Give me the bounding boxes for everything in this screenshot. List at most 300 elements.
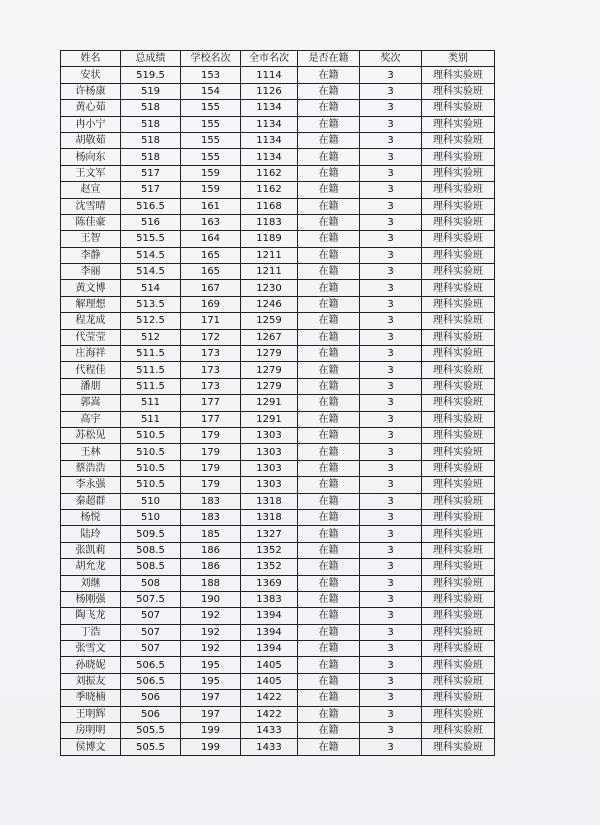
- cell-total-score: 510: [121, 509, 181, 525]
- cell-city-rank: 1405: [241, 657, 298, 673]
- cell-category: 理科实验班: [422, 608, 495, 624]
- cell-name: 郭嵩: [61, 395, 121, 411]
- cell-award-level: 3: [360, 214, 422, 230]
- table-row: [61, 411, 495, 427]
- cell-enrolled: 在籍: [298, 575, 360, 591]
- cell-total-score: 512: [121, 329, 181, 345]
- cell-enrolled: 在籍: [298, 723, 360, 739]
- cell-enrolled: 在籍: [298, 100, 360, 116]
- cell-award-level: 3: [360, 706, 422, 722]
- cell-name: 王明辉: [61, 706, 121, 722]
- cell-total-score: 511.5: [121, 378, 181, 394]
- cell-enrolled: 在籍: [298, 231, 360, 247]
- cell-award-level: 3: [360, 608, 422, 624]
- cell-enrolled: 在籍: [298, 362, 360, 378]
- cell-school-rank: 165: [181, 247, 241, 263]
- cell-enrolled: 在籍: [298, 313, 360, 329]
- cell-category: 理科实验班: [422, 690, 495, 706]
- table-row: [61, 182, 495, 198]
- cell-enrolled: 在籍: [298, 739, 360, 755]
- cell-school-rank: 188: [181, 575, 241, 591]
- cell-total-score: 511: [121, 395, 181, 411]
- cell-name: 张雪文: [61, 641, 121, 657]
- cell-enrolled: 在籍: [298, 591, 360, 607]
- cell-total-score: 505.5: [121, 723, 181, 739]
- cell-total-score: 507: [121, 624, 181, 640]
- cell-award-level: 3: [360, 329, 422, 345]
- cell-category: 理科实验班: [422, 116, 495, 132]
- cell-award-level: 3: [360, 657, 422, 673]
- cell-total-score: 510: [121, 493, 181, 509]
- cell-total-score: 506.5: [121, 673, 181, 689]
- cell-total-score: 507: [121, 641, 181, 657]
- cell-name: 安状: [61, 67, 121, 83]
- cell-school-rank: 154: [181, 83, 241, 99]
- table-row: [61, 296, 495, 312]
- table-row: [61, 608, 495, 624]
- cell-total-score: 514: [121, 280, 181, 296]
- cell-city-rank: 1134: [241, 100, 298, 116]
- cell-enrolled: 在籍: [298, 247, 360, 263]
- cell-name: 解理想: [61, 296, 121, 312]
- cell-name: 代莹莹: [61, 329, 121, 345]
- table-row: [61, 165, 495, 181]
- cell-enrolled: 在籍: [298, 624, 360, 640]
- cell-name: 潘朋: [61, 378, 121, 394]
- header-enrolled: 是否在籍: [298, 51, 360, 67]
- table-row: [61, 509, 495, 525]
- cell-category: 理科实验班: [422, 296, 495, 312]
- cell-name: 陶飞龙: [61, 608, 121, 624]
- cell-total-score: 511.5: [121, 346, 181, 362]
- cell-enrolled: 在籍: [298, 67, 360, 83]
- cell-name: 张凯莉: [61, 542, 121, 558]
- cell-school-rank: 195: [181, 657, 241, 673]
- table-row: [61, 460, 495, 476]
- cell-name: 杨向东: [61, 149, 121, 165]
- cell-award-level: 3: [360, 198, 422, 214]
- cell-category: 理科实验班: [422, 100, 495, 116]
- cell-award-level: 3: [360, 575, 422, 591]
- cell-enrolled: 在籍: [298, 165, 360, 181]
- cell-award-level: 3: [360, 526, 422, 542]
- cell-enrolled: 在籍: [298, 149, 360, 165]
- cell-award-level: 3: [360, 100, 422, 116]
- table-row: [61, 264, 495, 280]
- cell-city-rank: 1303: [241, 477, 298, 493]
- table-row: [61, 739, 495, 755]
- cell-name: 沈雪晴: [61, 198, 121, 214]
- cell-enrolled: 在籍: [298, 346, 360, 362]
- table-row: [61, 132, 495, 148]
- cell-enrolled: 在籍: [298, 477, 360, 493]
- cell-award-level: 3: [360, 624, 422, 640]
- cell-city-rank: 1267: [241, 329, 298, 345]
- cell-name: 许杨康: [61, 83, 121, 99]
- cell-city-rank: 1162: [241, 182, 298, 198]
- cell-award-level: 3: [360, 460, 422, 476]
- cell-total-score: 510.5: [121, 427, 181, 443]
- cell-name: 王林: [61, 444, 121, 460]
- table-row: [61, 346, 495, 362]
- table-row: [61, 198, 495, 214]
- cell-school-rank: 179: [181, 427, 241, 443]
- table-row: [61, 280, 495, 296]
- cell-name: 秦超群: [61, 493, 121, 509]
- cell-school-rank: 173: [181, 346, 241, 362]
- table-row: [61, 591, 495, 607]
- cell-category: 理科实验班: [422, 231, 495, 247]
- cell-name: 庄海祥: [61, 346, 121, 362]
- header-name: 姓名: [61, 51, 121, 67]
- table-row: [61, 690, 495, 706]
- cell-city-rank: 1162: [241, 165, 298, 181]
- table-header: [61, 51, 495, 67]
- cell-enrolled: 在籍: [298, 214, 360, 230]
- cell-school-rank: 173: [181, 378, 241, 394]
- cell-total-score: 518: [121, 132, 181, 148]
- cell-enrolled: 在籍: [298, 378, 360, 394]
- cell-category: 理科实验班: [422, 575, 495, 591]
- cell-award-level: 3: [360, 673, 422, 689]
- cell-category: 理科实验班: [422, 346, 495, 362]
- table-row: [61, 723, 495, 739]
- cell-city-rank: 1134: [241, 149, 298, 165]
- cell-city-rank: 1291: [241, 411, 298, 427]
- cell-category: 理科实验班: [422, 198, 495, 214]
- cell-name: 李静: [61, 247, 121, 263]
- cell-name: 王智: [61, 231, 121, 247]
- cell-award-level: 3: [360, 559, 422, 575]
- table-row: [61, 247, 495, 263]
- table-row: [61, 673, 495, 689]
- cell-total-score: 508: [121, 575, 181, 591]
- cell-city-rank: 1433: [241, 739, 298, 755]
- cell-enrolled: 在籍: [298, 641, 360, 657]
- cell-award-level: 3: [360, 83, 422, 99]
- cell-school-rank: 183: [181, 509, 241, 525]
- cell-city-rank: 1211: [241, 264, 298, 280]
- cell-award-level: 3: [360, 247, 422, 263]
- cell-city-rank: 1168: [241, 198, 298, 214]
- cell-category: 理科实验班: [422, 739, 495, 755]
- cell-enrolled: 在籍: [298, 329, 360, 345]
- cell-name: 刘继: [61, 575, 121, 591]
- cell-name: 房明明: [61, 723, 121, 739]
- cell-school-rank: 192: [181, 641, 241, 657]
- cell-city-rank: 1394: [241, 608, 298, 624]
- cell-total-score: 506: [121, 690, 181, 706]
- cell-category: 理科实验班: [422, 591, 495, 607]
- cell-category: 理科实验班: [422, 132, 495, 148]
- cell-name: 杨刚强: [61, 591, 121, 607]
- cell-total-score: 511: [121, 411, 181, 427]
- cell-city-rank: 1279: [241, 362, 298, 378]
- cell-city-rank: 1303: [241, 444, 298, 460]
- cell-total-score: 508.5: [121, 542, 181, 558]
- cell-city-rank: 1279: [241, 346, 298, 362]
- cell-award-level: 3: [360, 149, 422, 165]
- cell-category: 理科实验班: [422, 182, 495, 198]
- cell-award-level: 3: [360, 182, 422, 198]
- table-row: [61, 116, 495, 132]
- cell-name: 侯博文: [61, 739, 121, 755]
- cell-name: 李丽: [61, 264, 121, 280]
- cell-award-level: 3: [360, 493, 422, 509]
- cell-enrolled: 在籍: [298, 460, 360, 476]
- cell-city-rank: 1394: [241, 641, 298, 657]
- cell-award-level: 3: [360, 542, 422, 558]
- cell-enrolled: 在籍: [298, 526, 360, 542]
- table-row: [61, 493, 495, 509]
- table-row: [61, 641, 495, 657]
- cell-award-level: 3: [360, 591, 422, 607]
- cell-enrolled: 在籍: [298, 608, 360, 624]
- cell-category: 理科实验班: [422, 559, 495, 575]
- cell-school-rank: 177: [181, 411, 241, 427]
- cell-total-score: 506: [121, 706, 181, 722]
- header-row: [61, 51, 495, 67]
- award-ranking-table: [60, 50, 495, 756]
- cell-total-score: 517: [121, 182, 181, 198]
- cell-school-rank: 186: [181, 542, 241, 558]
- cell-name: 黄心茹: [61, 100, 121, 116]
- cell-award-level: 3: [360, 132, 422, 148]
- cell-name: 陆玲: [61, 526, 121, 542]
- cell-city-rank: 1134: [241, 116, 298, 132]
- cell-name: 李永强: [61, 477, 121, 493]
- cell-total-score: 506.5: [121, 657, 181, 673]
- table-row: [61, 83, 495, 99]
- cell-enrolled: 在籍: [298, 83, 360, 99]
- cell-name: 陈佳豪: [61, 214, 121, 230]
- cell-school-rank: 159: [181, 182, 241, 198]
- cell-city-rank: 1211: [241, 247, 298, 263]
- cell-enrolled: 在籍: [298, 395, 360, 411]
- cell-total-score: 511.5: [121, 362, 181, 378]
- cell-school-rank: 172: [181, 329, 241, 345]
- cell-award-level: 3: [360, 427, 422, 443]
- cell-award-level: 3: [360, 509, 422, 525]
- cell-total-score: 507: [121, 608, 181, 624]
- cell-city-rank: 1369: [241, 575, 298, 591]
- cell-enrolled: 在籍: [298, 657, 360, 673]
- table-row: [61, 362, 495, 378]
- cell-city-rank: 1352: [241, 559, 298, 575]
- cell-category: 理科实验班: [422, 67, 495, 83]
- cell-total-score: 510.5: [121, 460, 181, 476]
- cell-school-rank: 197: [181, 706, 241, 722]
- header-award-level: 奖次: [360, 51, 422, 67]
- cell-school-rank: 169: [181, 296, 241, 312]
- cell-award-level: 3: [360, 362, 422, 378]
- cell-city-rank: 1126: [241, 83, 298, 99]
- cell-name: 胡敬茹: [61, 132, 121, 148]
- cell-school-rank: 163: [181, 214, 241, 230]
- cell-total-score: 518: [121, 100, 181, 116]
- cell-total-score: 517: [121, 165, 181, 181]
- cell-city-rank: 1230: [241, 280, 298, 296]
- table-row: [61, 378, 495, 394]
- cell-award-level: 3: [360, 346, 422, 362]
- cell-total-score: 505.5: [121, 739, 181, 755]
- cell-total-score: 514.5: [121, 247, 181, 263]
- cell-school-rank: 192: [181, 608, 241, 624]
- cell-school-rank: 167: [181, 280, 241, 296]
- cell-category: 理科实验班: [422, 624, 495, 640]
- table-row: [61, 526, 495, 542]
- cell-school-rank: 199: [181, 739, 241, 755]
- cell-school-rank: 186: [181, 559, 241, 575]
- cell-name: 蔡浩浩: [61, 460, 121, 476]
- table-row: [61, 575, 495, 591]
- cell-category: 理科实验班: [422, 723, 495, 739]
- cell-total-score: 518: [121, 116, 181, 132]
- cell-category: 理科实验班: [422, 657, 495, 673]
- cell-city-rank: 1303: [241, 427, 298, 443]
- table-row: [61, 313, 495, 329]
- cell-total-score: 519.5: [121, 67, 181, 83]
- cell-category: 理科实验班: [422, 247, 495, 263]
- cell-award-level: 3: [360, 264, 422, 280]
- cell-city-rank: 1327: [241, 526, 298, 542]
- cell-total-score: 514.5: [121, 264, 181, 280]
- header-category: 类别: [422, 51, 495, 67]
- cell-city-rank: 1318: [241, 493, 298, 509]
- cell-total-score: 508.5: [121, 559, 181, 575]
- cell-category: 理科实验班: [422, 411, 495, 427]
- cell-school-rank: 195: [181, 673, 241, 689]
- cell-category: 理科实验班: [422, 444, 495, 460]
- cell-name: 胡允龙: [61, 559, 121, 575]
- cell-school-rank: 199: [181, 723, 241, 739]
- header-city-rank: 全市名次: [241, 51, 298, 67]
- cell-award-level: 3: [360, 641, 422, 657]
- table-row: [61, 149, 495, 165]
- cell-total-score: 509.5: [121, 526, 181, 542]
- cell-enrolled: 在籍: [298, 706, 360, 722]
- cell-award-level: 3: [360, 296, 422, 312]
- cell-name: 高宇: [61, 411, 121, 427]
- cell-enrolled: 在籍: [298, 264, 360, 280]
- cell-name: 赵宣: [61, 182, 121, 198]
- cell-school-rank: 155: [181, 132, 241, 148]
- table-row: [61, 477, 495, 493]
- cell-school-rank: 192: [181, 624, 241, 640]
- cell-city-rank: 1279: [241, 378, 298, 394]
- cell-award-level: 3: [360, 116, 422, 132]
- cell-category: 理科实验班: [422, 460, 495, 476]
- cell-category: 理科实验班: [422, 509, 495, 525]
- cell-city-rank: 1259: [241, 313, 298, 329]
- cell-city-rank: 1183: [241, 214, 298, 230]
- table-row: [61, 214, 495, 230]
- cell-school-rank: 161: [181, 198, 241, 214]
- cell-award-level: 3: [360, 378, 422, 394]
- cell-total-score: 510.5: [121, 477, 181, 493]
- cell-award-level: 3: [360, 165, 422, 181]
- cell-school-rank: 177: [181, 395, 241, 411]
- cell-category: 理科实验班: [422, 493, 495, 509]
- cell-school-rank: 155: [181, 116, 241, 132]
- cell-city-rank: 1189: [241, 231, 298, 247]
- cell-school-rank: 153: [181, 67, 241, 83]
- cell-city-rank: 1405: [241, 673, 298, 689]
- cell-award-level: 3: [360, 231, 422, 247]
- cell-total-score: 510.5: [121, 444, 181, 460]
- cell-name: 季晓楠: [61, 690, 121, 706]
- cell-city-rank: 1114: [241, 67, 298, 83]
- cell-category: 理科实验班: [422, 477, 495, 493]
- cell-category: 理科实验班: [422, 526, 495, 542]
- cell-school-rank: 197: [181, 690, 241, 706]
- cell-category: 理科实验班: [422, 641, 495, 657]
- table-row: [61, 67, 495, 83]
- cell-school-rank: 164: [181, 231, 241, 247]
- cell-award-level: 3: [360, 690, 422, 706]
- cell-school-rank: 185: [181, 526, 241, 542]
- cell-total-score: 513.5: [121, 296, 181, 312]
- cell-name: 刘振友: [61, 673, 121, 689]
- cell-category: 理科实验班: [422, 542, 495, 558]
- cell-name: 黄文博: [61, 280, 121, 296]
- cell-name: 代程佳: [61, 362, 121, 378]
- cell-award-level: 3: [360, 444, 422, 460]
- table-body: [61, 67, 495, 755]
- cell-category: 理科实验班: [422, 313, 495, 329]
- cell-school-rank: 179: [181, 444, 241, 460]
- cell-award-level: 3: [360, 313, 422, 329]
- cell-school-rank: 155: [181, 149, 241, 165]
- cell-name: 程龙成: [61, 313, 121, 329]
- table-row: [61, 624, 495, 640]
- cell-city-rank: 1422: [241, 690, 298, 706]
- cell-award-level: 3: [360, 723, 422, 739]
- cell-enrolled: 在籍: [298, 296, 360, 312]
- table-row: [61, 427, 495, 443]
- cell-school-rank: 179: [181, 477, 241, 493]
- cell-category: 理科实验班: [422, 427, 495, 443]
- cell-school-rank: 159: [181, 165, 241, 181]
- cell-enrolled: 在籍: [298, 542, 360, 558]
- table-row: [61, 559, 495, 575]
- table-row: [61, 542, 495, 558]
- cell-city-rank: 1246: [241, 296, 298, 312]
- cell-category: 理科实验班: [422, 280, 495, 296]
- cell-award-level: 3: [360, 67, 422, 83]
- cell-total-score: 518: [121, 149, 181, 165]
- cell-city-rank: 1303: [241, 460, 298, 476]
- cell-city-rank: 1134: [241, 132, 298, 148]
- table-row: [61, 395, 495, 411]
- cell-city-rank: 1352: [241, 542, 298, 558]
- cell-category: 理科实验班: [422, 149, 495, 165]
- cell-award-level: 3: [360, 280, 422, 296]
- cell-enrolled: 在籍: [298, 559, 360, 575]
- cell-city-rank: 1422: [241, 706, 298, 722]
- cell-school-rank: 190: [181, 591, 241, 607]
- cell-school-rank: 165: [181, 264, 241, 280]
- cell-city-rank: 1291: [241, 395, 298, 411]
- table-row: [61, 231, 495, 247]
- cell-category: 理科实验班: [422, 706, 495, 722]
- cell-total-score: 507.5: [121, 591, 181, 607]
- cell-total-score: 515.5: [121, 231, 181, 247]
- cell-category: 理科实验班: [422, 214, 495, 230]
- cell-name: 王文军: [61, 165, 121, 181]
- cell-total-score: 519: [121, 83, 181, 99]
- table-row: [61, 100, 495, 116]
